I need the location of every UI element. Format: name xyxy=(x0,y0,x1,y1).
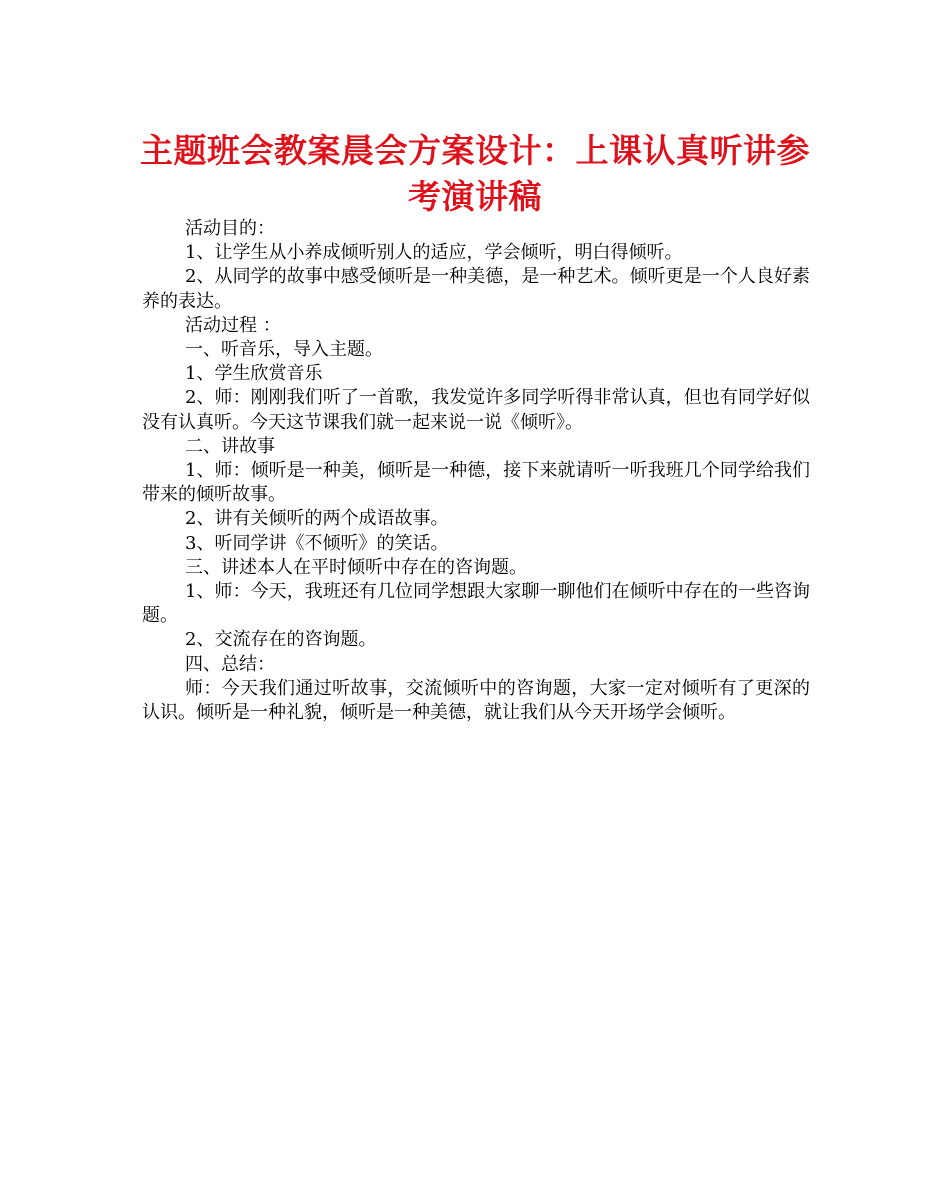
paragraph-section-2-item-1: 1、师：倾听是一种美，倾听是一种德，接下来就请听一听我班几个同学给我们带来的倾听故事。 xyxy=(142,460,810,506)
paragraph-section-2-item-2: 2、讲有关倾听的两个成语故事。 xyxy=(185,508,449,530)
paragraph-activity-goal: 活动目的： xyxy=(185,218,275,239)
paragraph-section-1-item-1: 1、学生欣赏音乐 xyxy=(185,363,323,385)
paragraph-section-2: 二、讲故事 xyxy=(185,435,275,457)
paragraph-section-3: 三、讲述本人在平时倾听中存在的咨询题。 xyxy=(185,556,527,578)
paragraph-goal-2: 2、从同学的故事中感受倾听是一种美德，是一种艺术。倾听更是一个人良好素养的表达。 xyxy=(142,266,810,312)
document-body xyxy=(142,217,810,725)
paragraph-section-4-summary: 师：今天我们通过听故事，交流倾听中的咨询题，大家一定对倾听有了更深的认识。倾听是一种礼貌，倾听是一种美德，就让我们从今天开场学会倾听。 xyxy=(142,677,810,724)
paragraph-goal-1: 1、让学生从小养成倾听别人的适应，学会倾听，明白得倾听。 xyxy=(185,242,683,264)
paragraph-section-4: 四、总结： xyxy=(185,653,275,675)
paragraph-section-1-item-2: 2、师：刚刚我们听了一首歌，我发觉许多同学听得非常认真，但也有同学好似没有认真听。今天这节课我们就一起来说一说《倾听》。 xyxy=(142,387,810,433)
paragraph-section-3-item-2: 2、交流存在的咨询题。 xyxy=(185,629,377,651)
paragraph-section-2-item-3: 3、听同学讲《不倾听》的笑话。 xyxy=(185,532,449,554)
document-title: 主题班会教案晨会方案设计：上课认真听讲参考演讲稿 xyxy=(140,131,810,216)
paragraph-section-1: 一、听音乐，导入主题。 xyxy=(185,339,383,361)
paragraph-activity-process: 活动过程 ： xyxy=(185,314,281,336)
paragraph-section-3-item-1: 1、师：今天，我班还有几位同学想跟大家聊一聊他们在倾听中存在的一些咨询题。 xyxy=(142,581,810,627)
